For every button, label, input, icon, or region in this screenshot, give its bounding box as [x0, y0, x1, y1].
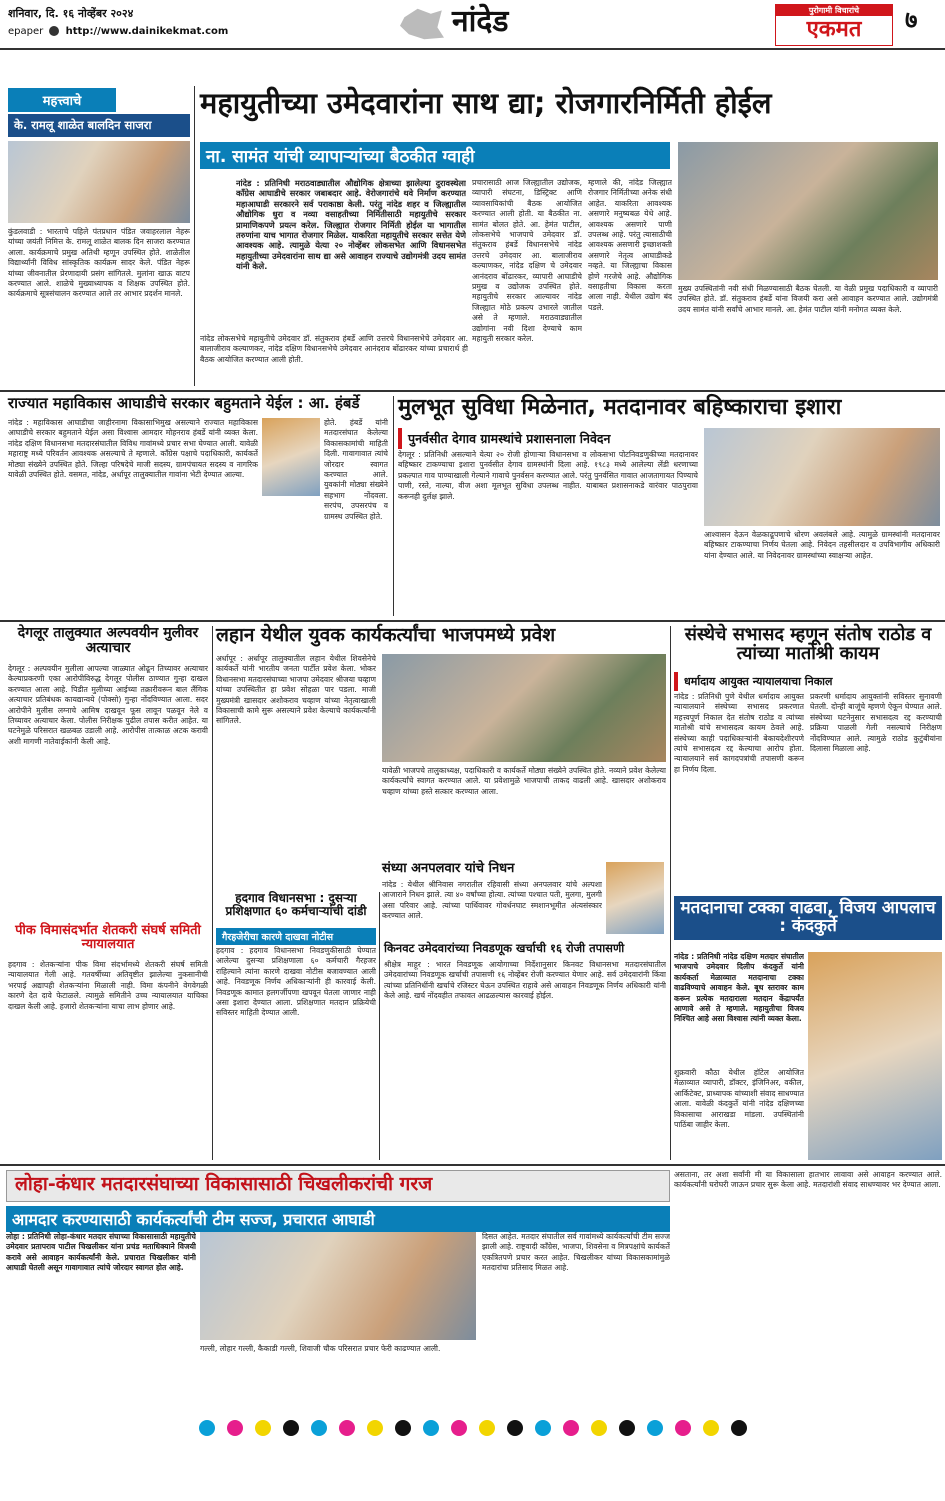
loha-subheadline: आमदार करण्यासाठी कार्यकर्त्यांची टीम सज्ज, प्रचारात आघाडी: [6, 1206, 670, 1232]
sidebar: [8, 88, 190, 386]
issue-date: शनिवार, दि. १६ नोव्हेंबर २०२४: [8, 7, 134, 20]
sanstha-body: नांदेड : प्रतिनिधी पुणे येथील धर्मादाय आयुक्त न्यायालयाने संस्थेच्या सभासद प्रकरणात महत्त्वपूर्ण निकाल देत संतोष राठोड व त्यांच्या मातोश्री यांचे सभासदत्व कायम ठेवले आहे. संस्थेच्या काही पदाधिकाऱ्यांनी बेकायदेशीरपणे त्यांचे सभासदत्व रद्द केल्याचा आरोप होता. न्यायालयाने सर्व कागदपत्रांची तपासणी करून हा निर्णय दिला.: [674, 692, 804, 774]
color-dot: [591, 1420, 607, 1436]
obituary-portrait: [606, 862, 664, 934]
obituary-headline: संध्या अनपलवार यांचे निधन: [382, 861, 515, 876]
sanstha-headline: संस्थेचे सभासद म्हणून संतोष राठोड व त्यांच्या मातोश्री कायम: [684, 624, 932, 664]
color-dot: [199, 1420, 215, 1436]
lead-photo-caption: मुख्य उपस्थितांनी नवी संधी मिळण्यासाठी बैठक घेतली. या वेळी प्रमुख पदाधिकारी व व्यापारी उपस्थित होते. डॉ. संतुकराव हंबर्डे यांना विजयी करा असे आवाहन करण्यात आले. उद्योगमंत्री उदय सामंत यांनी सर्वांचे आभार मानले. आ. हेमंत पाटील यांनी मनोगत व्यक्त केले.: [678, 284, 938, 314]
color-dot: [423, 1420, 439, 1436]
color-dot: [563, 1420, 579, 1436]
loha-banner: [6, 1170, 670, 1202]
print-color-bar: [40, 1420, 905, 1440]
city-map-icon: [400, 7, 444, 41]
loha-body: लोहा : प्रतिनिधी लोहा-कंधार मतदार संघाच्या विकासासाठी महायुतीचे उमेदवार प्रतापराव पाटील चिखलीकर यांना प्रचंड मताधिक्याने विजयी करावे असे आवाहन कार्यकर्त्यांनी केले. प्रचारात चिखलीकर यांनी आघाडी घेतली असून गावागावात त्यांचे जोरदार स्वागत होत आहे.: [6, 1232, 196, 1273]
color-dot: [479, 1420, 495, 1436]
mva-body: नांदेड : महाविकास आघाडीचा जाहीरनामा विकासाभिमुख असल्याने राज्यात महाविकास आघाडीचे सरकार बहुमताने येईल असा विश्वास आमदार मोहनराव हंबर्डे यांनी व्यक्त केला. नांदेड दक्षिण विधानसभा मतदारसंघातील विविध गावांमध्ये प्रचार सभा घेण्यात आली. यावेळी महाराष्ट्र मध्ये परिवर्तन आवश्यक असल्याचे ते म्हणाले. काँग्रेस पक्षाचे पदाधिकारी, कार्यकर्ते मोठ्या संख्येने उपस्थित होते. जिल्हा परिषदेचे माजी सदस्य, ग्रामपंचायत सदस्य व नागरिक यावेळी उपस्थित होते. वसमत, नांदेड, अर्धापूर तालुक्यातील गावांना भेटी देण्यात आल्या.: [8, 418, 258, 480]
lead-body: प्रचारासाठी आज जिल्ह्यातील उद्योजक, व्यापारी संघटना, डिस्ट्रिक्ट आणि व्यावसायिकांची बैठक आयोजित करण्यात आली होती. या बैठकीत ना. सामंत बोलत होते. आ. हेमंत पाटील, लोकसभेचे भाजपाचे उमेदवार डॉ. संतुकराव हंबर्डे विधानसभेचे नांदेड उत्तरचे उमेदवार आ. बालाजीराव कल्याणकर, नांदेड दक्षिण चे उमेदवार आनंदराव बोंढारकर, व्यापारी आघाडीचे प्रमुख व उद्योजक उपस्थित होते. महायुतीचे सरकार आल्यावर नांदेड जिल्ह्यात मोठे प्रकल्प उभारले जातील असे ते म्हणाले. मराठवाड्यातील उद्योगांना नवी दिशा देण्याचे काम महायुती सरकार करेल.: [472, 178, 582, 344]
lead-footer-text: नांदेड लोकसभेचे महायुतीचे उमेदवार डॉ. संतुकराव हंबर्डे आणि उत्तरचे विधानसभेचे उमेदवार आ. बालाजीराव कल्याणकर, नांदेड दक्षिण विधानसभेचे उमेदवार आनंदराव बोंढारकर यांच्या प्रचारार्थ ही बैठक आयोजित करण्यात आली होती.: [200, 334, 468, 364]
epaper-label: epaper: [8, 26, 44, 37]
voting-body: नांदेड : प्रतिनिधी नांदेड दक्षिण मतदार संघातील भाजपाचे उमेदवार दिलीप कंदकुर्ते यांनी कार्यकर्ता मेळाव्यात मतदानाचा टक्का वाढविण्याचे आवाहन केले. बूथ स्तरावर काम करून प्रत्येक मतदाराला मतदान केंद्रापर्यंत आणावे असे ते म्हणाले. महायुतीचा विजय निश्चित आहे असा विश्वास त्यांनी व्यक्त केला.: [674, 952, 804, 1024]
voting-photo: [808, 952, 942, 1160]
hadgaon-body: हदगाव : हदगाव विधानसभा निवडणुकीसाठी घेण्यात आलेल्या दुसऱ्या प्रशिक्षणाला ६० कर्मचारी गैरहजर राहिल्याने त्यांना कारणे दाखवा नोटीस बजावण्यात आली आहे. निवडणूक निर्णय अधिकाऱ्यांनी ही कारवाई केली. निवडणूक कामात हलगर्जीपणा खपवून घेतला जाणार नाही असा इशारा देण्यात आला. प्रशिक्षणात मतदान प्रक्रियेची सविस्तर माहिती देण्यात आली.: [216, 946, 376, 1018]
color-dot: [311, 1420, 327, 1436]
color-dot: [227, 1420, 243, 1436]
mva-body2: होते. हंबर्डे यांनी मतदारसंघात केलेल्या विकासकामांची माहिती दिली. गावागावात त्यांचे जोरदार स्वागत करण्यात आले. युवकांनी मोठ्या संख्येने सहभाग नोंदवला. सरपंच, उपसरपंच व ग्रामस्थ उपस्थित होते.: [324, 418, 388, 521]
loha-headline: लोहा-कंधार मतदारसंघाच्या विकासासाठी चिखलीकरांची गरज: [15, 1173, 433, 1195]
color-dot: [731, 1420, 747, 1436]
lead-subheadline: ना. सामंत यांची व्यापाऱ्यांच्या बैठकीत ग्वाही: [200, 142, 670, 169]
bjp-join-headline: लहान येथील युवक कार्यकर्त्यांचा भाजपमध्ये प्रवेश: [216, 624, 556, 646]
sidebar-photo: [8, 141, 190, 223]
globe-icon: [49, 26, 59, 36]
section-label: महत्त्वाचे: [8, 88, 116, 112]
loha-body2: दिसत आहेत. मतदार संघातील सर्व गावांमध्ये कार्यकर्त्यांची टीम सज्ज झाली आहे. राष्ट्रवादी काँग्रेस, भाजपा, शिवसेना व मित्रपक्षांचे कार्यकर्ते एकत्रितपणे प्रचार करत आहेत. चिखलीकर यांच्या विकासकामांमुळे मतदारांचा प्रतिसाद मिळत आहे.: [482, 1232, 670, 1273]
kinwat-body: श्रीक्षेत्र माहूर : भारत निवडणूक आयोगाच्या निर्देशानुसार किनवट विधानसभा मतदारसंघातील उमेदवारांच्या निवडणूक खर्चाची तपासणी १६ नोव्हेंबर रोजी करण्यात येणार आहे. सर्व उमेदवारांनी किंवा त्यांच्या प्रतिनिधींनी खर्चाचे रजिस्टर घेऊन उपस्थित राहावे असे आवाहन निवडणूक निर्णय अधिकारी यांनी केले आहे. खर्च नोंदवहीत तफावत आढळल्यास कारवाई होईल.: [384, 960, 666, 1001]
lead-headline: महायुतीच्या उमेदवारांना साथ द्या; रोजगारनिर्मिती होईल: [200, 86, 772, 120]
color-dot: [703, 1420, 719, 1436]
color-dot: [255, 1420, 271, 1436]
color-dot: [395, 1420, 411, 1436]
color-dot: [619, 1420, 635, 1436]
hadgaon-headline: हदगाव विधानसभा : दुसऱ्या प्रशिक्षणात ६० कर्मचाऱ्यांची दांडी: [225, 891, 367, 918]
color-dot: [507, 1420, 523, 1436]
loha-photo: [200, 1232, 476, 1340]
lead-intro: नांदेड : प्रतिनिधी मराठवाड्यातील औद्योगिक क्षेत्राच्या झालेल्या दुरावस्थेला काँग्रेस आघाडीचे सरकार जबाबदार आहे. वेरोजगारांचे थवे निर्माण करण्यात महाआघाडी सरकारने सर्व पराकाष्ठा केली. परंतु नांदेड शहर व जिल्ह्यातील औद्योगिक धुरा व नव्या वसाहतीच्या निर्मितीसाठी महायुतीचे सरकार प्रामाणिकपणे प्रयत्न करेल. जिल्ह्यात रोजगार निर्मिती होईल या भागातील तरुणांना याच भागात रोजगार मिळेल. याकरिता महायुतीचे सरकार सत्तेत येणे आवश्यक आहे. त्यामुळे येत्या २० नोव्हेंबर लोकसभेत आणि विधानसभेत महायुतीच्या उमेदवारांना साथ द्या असे आवाहन राज्याचे उद्योगमंत्री उदय सामंत यांनी केले.: [236, 178, 466, 272]
page-number: ७: [905, 6, 918, 34]
bjp-join-body: अर्धापूर : अर्धापूर तालुक्यातील लहान येथील शिवसेनेचे कार्यकर्ते यांनी भारतीय जनता पार्टीत प्रवेश केला. भोकर विधानसभा मतदारसंघाच्या भाजपा उमेदवार श्रीजया चव्हाण यांच्या उपस्थितीत हा प्रवेश सोहळा पार पडला. माजी मुख्यमंत्री खासदार अशोकराव चव्हाण यांच्या नेतृत्वाखाली विकासाची कामे सुरू असल्याने प्रवेश केल्याचे कार्यकर्त्यांनी सांगितले.: [216, 654, 376, 726]
boycott-headline: मुलभूत सुविधा मिळेनात, मतदानावर बहिष्काराचा इशारा: [398, 395, 842, 420]
website-link[interactable]: http://www.dainikekmat.com: [65, 26, 229, 37]
mva-headline: राज्यात महाविकास आघाडीचे सरकार बहुमताने येईल : आ. हंबर्डे: [8, 394, 360, 412]
color-dot: [647, 1420, 663, 1436]
sanstha-subheadline: धर्मादाय आयुक्त न्यायालयाचा निकाल: [674, 672, 942, 691]
degloor-body: देगलूर : अल्पवयीन मुलीला आपल्या जाळ्यात ओढून तिच्यावर अत्याचार केल्याप्रकरणी एका आरोपीविरुद्ध देगलूर पोलीस ठाण्यात गुन्हा दाखल करण्यात आला आहे. पिडीत मुलीच्या आईच्या तक्रारीवरून बाल लैंगिक अत्याचार प्रतिबंधक कायद्यान्वये (पोक्सो) गुन्हा नोंदविण्यात आला. सदर आरोपीने मुलीस लग्नाचे आमिष दाखवून फूस लावून पळवून नेले व तिच्यावर अत्याचार केला. पोलीस निरीक्षक पुढील तपास करीत आहेत. या घटनेमुळे परिसरात खळबळ उडाली आहे. आरोपीस तात्काळ अटक करावी अशी मागणी नातेवाईकांनी केली आहे.: [8, 664, 208, 746]
color-dot: [367, 1420, 383, 1436]
brand-tagline: पुरोगामी विचारांचे: [776, 5, 892, 16]
color-dot: [283, 1420, 299, 1436]
masthead: [0, 0, 945, 50]
color-dot: [339, 1420, 355, 1436]
sanstha-body2: प्रकरणी धर्मादाय आयुक्तांनी सविस्तर सुनावणी घेतली. दोन्ही बाजूंचे म्हणणे ऐकून घेण्यात आले. संस्थेच्या घटनेनुसार सभासदत्व रद्द करण्याची प्रक्रिया पाळली गेली नसल्याचे निरीक्षण नोंदविण्यात आले. त्यामुळे राठोड कुटुंबीयांना दिलासा मिळाला आहे.: [810, 692, 942, 754]
voting-headline: मतदानाचा टक्का वाढवा, विजय आपलाच : कंदकुर्ते: [674, 896, 942, 940]
city-name: नांदेड: [452, 4, 509, 39]
boycott-body: देगलूर : प्रतिनिधी असल्याने येत्या २० रोजी होणाऱ्या विधानसभा व लोकसभा पोटनिवडणुकीच्या मतदानावर बहिष्कार टाकण्याचा इशारा पुनर्वसीत देगाव ग्रामस्थांनी दिला आहे. १९८३ मध्ये आलेल्या लेंडी धरणाच्या प्रकल्पात गाव पाण्याखाली गेल्याने गावाचे पुनर्वसन करण्यात आले. परंतु पुनर्वसित गावात आजतागायत पिण्याचे पाणी, रस्ते, नाल्या, वीज अशा मूलभूत सुविधा उपलब्ध नाहीत. याबाबत प्रशासनाकडे वारंवार पाठपुरावा करूनही दुर्लक्ष झाले.: [398, 450, 698, 501]
loha-photo-caption: गल्ली, लोहार गल्ली, कैकाडी गल्ली, शिवाजी चौक परिसरात प्रचार फेरी काढण्यात आली.: [200, 1344, 441, 1353]
boycott-body2: आश्वासन देऊन वेळकाढूपणाचे धोरण अवलंबले आहे. त्यामुळे ग्रामस्थांनी मतदानावर बहिष्कार टाकण्याचा निर्णय घेतला आहे. निवेदन तहसीलदार व उपविभागीय अधिकारी यांना देण्यात आले. या निवेदनावर ग्रामस्थांच्या स्वाक्षऱ्या आहेत.: [704, 530, 940, 560]
boycott-subheadline: पुनर्वसीत देगाव ग्रामस्थांचे प्रशासनाला निवेदन: [398, 428, 698, 449]
sidebar-body: कुंडलवाडी : भारताचे पहिले पंतप्रधान पंडित जवाहरलाल नेहरू यांच्या जयंती निमित्त के. रामलू शाळेत बालक दिन साजरा करण्यात आला. कार्यक्रमाचे प्रमुख अतिथी म्हणून उपस्थित होते. शाळेतील विद्यार्थ्यांनी विविध सांस्कृतिक कार्यक्रम सादर केले. पंडित नेहरू यांच्या जीवनातील प्रेरणादायी प्रसंग सांगितले. मुलांना खाऊ वाटप करण्यात आले. शाळेचे मुख्याध्यापक व शिक्षक उपस्थित होते. कार्यक्रमाचे सूत्रसंचालन करण्यात आले तर आभार प्रदर्शन मानले.: [8, 227, 190, 299]
bjp-join-body2: यावेळी भाजपचे तालुकाध्यक्ष, पदाधिकारी व कार्यकर्ते मोठ्या संख्येने उपस्थित होते. नव्याने प्रवेश केलेल्या कार्यकर्त्यांचे स्वागत करण्यात आले. या प्रवेशामुळे भाजपाची ताकद वाढली आहे. खासदार अशोकराव चव्हाण यांच्या हस्ते सत्कार करण्यात आला.: [382, 766, 666, 796]
mva-portrait: [262, 418, 320, 496]
hadgaon-subheadline: गैरहजेरीचा कारणे दाखवा नोटीस: [216, 928, 376, 945]
voting-body2: शुक्रवारी कौठा येथील हॉटेल आयोजित मेळाव्यात व्यापारी, डॉक्टर, इंजिनिअर, वकील, आर्किटेक्ट, प्राध्यापक यांच्याशी संवाद साधण्यात आला. यावेळी कंदकुर्ते यांनी नांदेड दक्षिणच्या विकासाचा आराखडा मांडला. उपस्थितांनी पाठिंबा जाहीर केला.: [674, 1068, 804, 1130]
farmers-body: हदगाव : शेतकऱ्यांना पीक विमा संदर्भामध्ये शेतकरी संघर्ष समिती न्यायालयात गेली आहे. गतवर्षीच्या अतिवृष्टीत झालेल्या नुकसानीची भरपाई अद्यापही शेतकऱ्यांना मिळाली नाही. विमा कंपनीने वेगवेगळी कारणे देत दावे फेटाळले. त्यामुळे समितीने उच्च न्यायालयात याचिका दाखल केली आहे. हजारो शेतकऱ्यांना याचा लाभ होणार आहे.: [8, 960, 208, 1011]
boycott-photo: [704, 428, 940, 526]
color-dot: [675, 1420, 691, 1436]
brand-name: एकमत: [806, 17, 862, 42]
color-dot: [451, 1420, 467, 1436]
lead-photo: [678, 142, 938, 280]
bjp-join-photo: [382, 654, 666, 762]
lead-col-right: म्हणाले की, नांदेड जिल्ह्यात रोजगार निर्मितीच्या अनेक संधी आहेत. याकरिता आवश्यक असणारे मनुष्यबळ येथे आहे. आवश्यक असणारे पाणी उपलब्ध आहे. परंतु त्यासाठीची आवश्यक असणारी इच्छाशक्ती असणारे नेतृत्व आघाडीकडे नव्हते. या जिल्ह्याचा विकास होणे गरजेचे आहे. औद्योगिक वसाहतीचा विकास करता आला नाही. येथील उद्योग बंद पडले.: [588, 178, 672, 312]
sidebar-title: के. रामलू शाळेत बालदिन साजरा: [8, 114, 190, 137]
farmers-headline: पीक विमासंदर्भात शेतकरी संघर्ष समिती न्यायालयात: [15, 923, 201, 952]
color-dot: [535, 1420, 551, 1436]
brand-logo: [775, 4, 893, 46]
degloor-headline: देगलूर तालुक्यात अल्पवयीन मुलीवर अत्याचार: [17, 625, 199, 656]
kinwat-headline: किनवट उमेदवारांच्या निवडणूक खर्चाची १६ रोजी तपासणी: [384, 941, 625, 955]
obituary-body: नांदेड : येथील श्रीनिवास नगरातील रहिवासी संध्या अनपलवार यांचे अल्पशा आजाराने निधन झाले. त्या ४० वर्षांच्या होत्या. त्यांच्या पश्चात पती, मुलगा, मुलगी असा परिवार आहे. त्यांच्या पार्थिवावर गोवर्धनघाट स्मशानभूमीत अंत्यसंस्कार करण्यात आले.: [382, 880, 602, 921]
loha-body3: असताना, तर अशा सर्वांनी मी या विकासाला हातभार लावावा असे आवाहन करण्यात आले. कार्यकर्त्यांनी घरोघरी जाऊन प्रचार सुरू केला आहे. मतदारांशी संवाद साधण्यावर भर देण्यात आला.: [674, 1170, 942, 1190]
